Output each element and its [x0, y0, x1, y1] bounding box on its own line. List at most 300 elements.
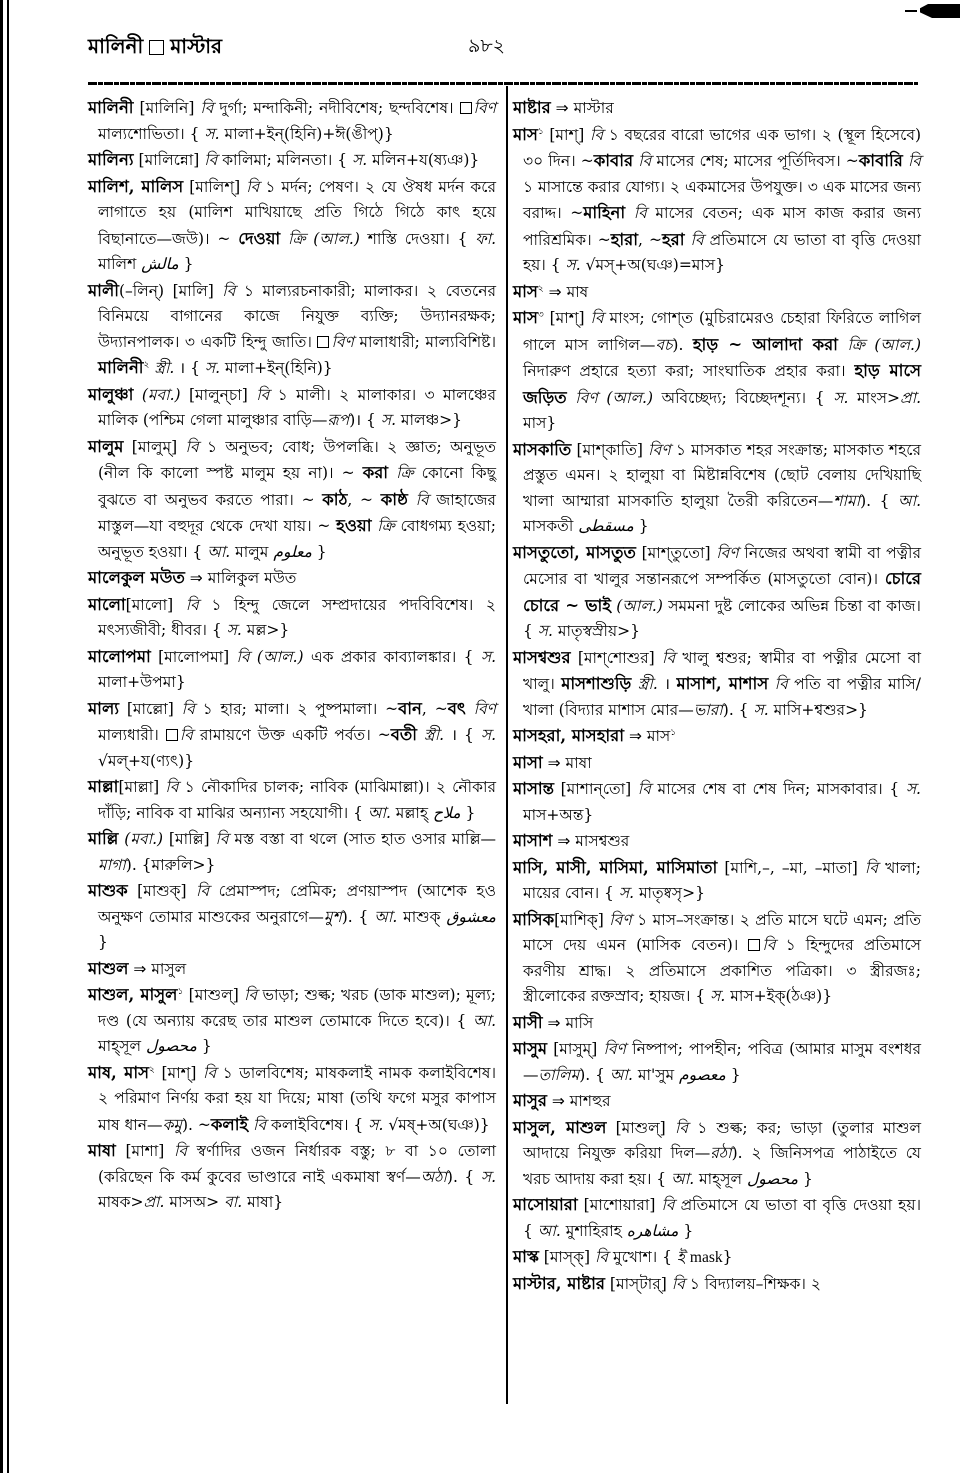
grammar-label: বিণ [331, 332, 354, 351]
grammar-label: বিণ (আল.) [575, 388, 654, 407]
grammar-label: বিণ [473, 99, 496, 117]
grammar-label: আ. [374, 907, 398, 926]
headword: মাহিনা [583, 203, 626, 222]
entry-text: [মাশ্‌শোশুর] [570, 648, 663, 667]
grammar-label: বা. [224, 1193, 243, 1211]
headword: বৎ [447, 698, 466, 718]
entry-text: মল্ল>} [241, 621, 290, 639]
headword: মাস [513, 281, 538, 301]
grammar-label: বি [774, 675, 788, 693]
dictionary-entry [513, 540, 921, 645]
entry-text: ১ ডালবিশেষ; মাষকলাই নামক কলাইবিশেষ। ২ পরিমাণ নির্ণয় করা হয় যা দিয়ে; মাষা (তথি ফগে মসুর কাপাস মাষ ধান— [98, 1063, 496, 1134]
headword: মাল্য [88, 698, 120, 718]
headword: হাড় ~ আলাদা করা [692, 334, 838, 354]
entry-text: মাহ্‌সূল [694, 1169, 748, 1188]
dictionary-entry [88, 878, 496, 956]
entry-text: মাস} [523, 414, 557, 432]
english-etymon: mask [689, 1249, 723, 1266]
grammar-label: শামা [833, 491, 861, 510]
entry-text: [মাল্লো] [119, 699, 182, 718]
headword: মাল্লা [88, 777, 119, 796]
dictionary-entry [513, 1010, 921, 1037]
dictionary-entry [513, 750, 921, 777]
square-separator-icon [149, 40, 164, 55]
entry-text: কালিমা; মলিনতা। { [217, 151, 353, 169]
cross-reference-arrow-icon: ⇒ [547, 1013, 561, 1032]
headword: করা [362, 463, 389, 482]
homonym-number: ৩ [537, 309, 544, 320]
entry-text: [মাশ্‌কাতি] [571, 440, 649, 459]
entry-text [388, 464, 396, 482]
entry-text: ১ অনুভব; বোধ; উপলব্ধি। ২ জ্ঞাত; অনুভূত (নীল কি কালো স্পষ্ট মালুম হয় না)। ~ [98, 437, 496, 482]
grammar-label: স. [204, 124, 220, 143]
entry-text: মাসুল [146, 959, 187, 978]
cross-reference-arrow-icon: ⇒ [555, 99, 569, 117]
dictionary-entry [513, 776, 921, 828]
grammar-label: মুশ [323, 907, 342, 926]
grammar-label: অঠা [420, 1167, 447, 1186]
entry-text: মাশুক্ [397, 907, 447, 926]
entry-text: মাসি+শ্বশুর>} [768, 700, 868, 719]
cross-reference-arrow-icon: ⇒ [189, 569, 203, 587]
grammar-label: আ. [472, 1011, 496, 1030]
entry-text [133, 386, 141, 404]
entry-text: মাতৃস্বস্রীয়>} [552, 622, 640, 640]
entry-text: ১ মাস–সংক্রান্ত। ২ প্রতি মাসে ঘটে এমন; প্রতি মাসে দেয় এমন (মাসিক বেতন)। [523, 910, 921, 954]
entry-text: প্রেমাস্পদ; প্রেমিক; প্রণয়াস্পদ (আশেক হও অনুক্ষণ তোমার মাশুকের অনুরাগে— [98, 882, 496, 926]
entry-text: মাস [641, 727, 671, 745]
headword: মালী [88, 280, 119, 300]
entry-text: } [197, 1037, 212, 1055]
grammar-label: বিণ [603, 1040, 626, 1058]
entry-text: মাসি [560, 1013, 594, 1032]
entry-text: কলাইবিশেষ। { [266, 1115, 369, 1134]
homonym-number: ১ [537, 126, 544, 137]
entry-text: ১ হিন্দুদের প্রতিমাসে করণীয় শ্রাদ্ধ। ২ প্রতিমাসে প্রকাশিত পত্রিকা। ৩ স্ত্রীরজঃ; স্ত্রীলোকের রক্তস্রাব; হায়জ। { [523, 936, 921, 1005]
entry-text [567, 389, 576, 407]
entry-text [625, 204, 634, 222]
grammar-label: বি [185, 595, 199, 614]
grammar-label: স. [753, 700, 769, 719]
dictionary-entry [88, 147, 496, 174]
arabic-etymon: محصول [747, 1169, 799, 1188]
headword: কাঠ [322, 489, 348, 509]
entry-text: [মাস্‌ক্] [538, 1248, 595, 1266]
grammar-label: স. [368, 1115, 384, 1134]
grammar-label: (আল.) [616, 596, 663, 615]
headword: মাসান্ত [513, 779, 555, 798]
entry-text: মুশাহিরাহ [560, 1221, 627, 1240]
dictionary-entry [513, 279, 921, 306]
entry-text: ). ২ জিনিসপত্র পাঠাইতে যে খরচ আদায় করা হয়। { [523, 1144, 921, 1188]
entry-text: প্রতিমাসে যে ভাতা বা বৃত্তি দেওয়া হয়। { [523, 1196, 921, 1240]
entry-text: মাল্যশোভিতা। { [98, 124, 205, 143]
square-marker-icon [748, 939, 760, 951]
arabic-etymon: معلوم [273, 542, 312, 561]
grammar-label: আ. [537, 1221, 561, 1240]
headword: হারা [610, 229, 639, 249]
entry-text: পতি বা পত্নীর মাসি/খালা (বিদ্যার মাশাস মোর— [523, 675, 921, 719]
grammar-label: বি [256, 385, 270, 404]
headword: মালুম [88, 436, 124, 456]
entry-text: [মাশি,–, –মা, –মাতা] [717, 858, 865, 877]
headword: মাসোয়ারা [513, 1195, 578, 1214]
homonym-number: ১ [670, 727, 677, 738]
entry-text: ). { [722, 700, 754, 719]
entry-text: ). { [341, 907, 375, 926]
dictionary-entry [513, 1192, 921, 1244]
header-rule [88, 82, 918, 85]
entry-text: অবিচ্ছেদ্য; বিচ্ছেদশূন্য। { [653, 388, 834, 407]
entry-text: [মালুম্] [123, 437, 186, 456]
grammar-label: আ. [367, 803, 391, 822]
entry-text: [মাল্লা] [118, 778, 166, 796]
entry-text: )। { [349, 411, 381, 429]
grammar-label: বি [674, 1118, 689, 1137]
entry-text: [মালিশ্] [183, 177, 247, 196]
grammar-label: বি [671, 1274, 685, 1293]
entry-text: মালিশ [98, 255, 142, 273]
entry-text: মস্ত বস্তা বা থলে (সাত হাত ওসার মাল্লি— [228, 830, 496, 848]
cross-reference-arrow-icon: ⇒ [547, 753, 561, 772]
headword: মাসাশ, মাশাস [676, 674, 769, 693]
entry-text: ১ বিদ্যালয়–শিক্ষক। ২ [684, 1274, 821, 1293]
grammar-label: বি [253, 1115, 267, 1134]
entry-text: এক প্রকার কাব্যালঙ্কার। { [303, 647, 481, 666]
arabic-etymon: مشاهره [626, 1221, 679, 1240]
grammar-label: বি [690, 230, 704, 249]
headword: মাস্ক [513, 1247, 539, 1266]
grammar-label: স্ত্রী. [154, 359, 175, 377]
entry-text: কোনো কিছু বুঝতে বা অনুভব করতে পারা। ~ [98, 464, 496, 509]
entry-text: মালুম [230, 542, 274, 561]
entry-text: মাস+ইক্(ঠঞ)} [725, 987, 833, 1005]
entry-text: মালা+উপমা} [98, 673, 186, 691]
headword: কাবার [593, 151, 634, 170]
entry-text: ১ হিন্দু জেলে সম্প্রদায়ের পদবিবিশেষ। ২ মৎস্যজীবী; ধীবর। { [98, 595, 496, 639]
entry-text: √মল্+য(ণ্যৎ)} [98, 751, 195, 770]
headword: হাড় মাসে জড়িত [523, 361, 921, 407]
grammar-label: স. [226, 621, 242, 639]
right-column [513, 95, 921, 1297]
grammar-label: ফা. [475, 229, 496, 248]
homonym-number: ২ [537, 283, 544, 294]
headword: বতী [390, 725, 418, 744]
entry-text: মাস+অন্ত} [523, 805, 594, 824]
grammar-label: বি [215, 830, 229, 848]
entry-text: জাহাজের মাস্তুল—যা বহুদূর থেকে দেখা যায়। ~ [98, 490, 496, 535]
entry-text: [মাসুম্] [547, 1040, 604, 1058]
headword: বান [398, 698, 422, 718]
entry-text: মাষক> [98, 1193, 144, 1211]
grammar-label: স. [618, 884, 635, 902]
headword: মাষা [88, 1141, 116, 1160]
entry-text: মাষা} [242, 1193, 284, 1211]
running-head [88, 32, 222, 65]
dictionary-entry [513, 855, 921, 907]
entry-text: । [657, 675, 677, 693]
entry-text: , ~ [347, 490, 381, 509]
grammar-label: বি [637, 780, 651, 798]
grammar-label: বি [179, 726, 193, 744]
scan-corner-mark [920, 4, 960, 18]
headword: মালো [88, 594, 126, 614]
grammar-label: বি [762, 936, 776, 954]
headword: মাসিক [513, 909, 555, 929]
entry-text: রামায়ণে উক্ত একটি পর্বত। ~ [192, 726, 391, 744]
grammar-label: বি [185, 437, 199, 456]
grammar-label: বিণ [473, 699, 496, 718]
grammar-label: তালিম [538, 1065, 580, 1084]
entry-text: [মাশ্] [543, 309, 591, 327]
entry-text: [মালুন্চা] [180, 385, 257, 404]
dictionary-entry [513, 1088, 921, 1115]
cross-reference-arrow-icon: ⇒ [133, 959, 147, 978]
entry-text: মাতৃষ্বসৃ>} [634, 884, 705, 902]
entry-text: খালা; মায়ের বোন। { [523, 858, 922, 902]
entry-text: মালিকুল মউত [202, 569, 297, 587]
column-divider [506, 86, 508, 1404]
dictionary-entry [88, 1138, 496, 1216]
headword: মালোপমা [88, 646, 151, 666]
arabic-etymon: مسقطى [578, 517, 634, 535]
grammar-label: বি [173, 1142, 188, 1160]
entry-text: ১ হার; মালা। ২ পুষ্পমালা। ~ [194, 699, 399, 718]
dictionary-entry [88, 956, 496, 983]
entry-text: মাসের বেতন; এক মাস কাজ করার জন্য পারিশ্রমিক। ~ [523, 204, 921, 249]
grammar-label: (মবা.) [141, 385, 181, 404]
entry-text: খালু শ্বশুর; স্বামীর বা পত্নীর মেসো বা খালু। [523, 648, 921, 693]
entry-text [417, 726, 424, 744]
grammar-label: ই [676, 1248, 685, 1266]
dictionary-entry [88, 592, 496, 644]
grammar-label: আ. [671, 1169, 695, 1188]
entry-text: ). { [579, 1065, 610, 1084]
dictionary-entry [513, 645, 921, 724]
entry-text: প্রতিমাসে যে ভাতা বা বৃত্তি দেওয়া হয়। { [523, 230, 922, 274]
grammar-label: বি [244, 986, 258, 1004]
homonym-number: ২ [143, 359, 150, 370]
square-marker-icon [166, 729, 178, 741]
arabic-etymon: ملاح [433, 803, 461, 822]
entry-text: [মালিনি] [133, 99, 201, 117]
entry-text: [মাশ্] [543, 125, 591, 144]
entry-text: ১ নৌকাদির চালক; নাবিক (মাঝিমাল্লা)। ২ নৌকার দাঁড়ি; নাবিক বা মাঝির অন্যান্য সহযোগী। { [98, 778, 496, 822]
entry-text: মালা+ইন্(হিনি)+ঈ(ঙীপ্)} [219, 124, 394, 143]
headword: হওয়া [336, 516, 372, 535]
grammar-label: বি [633, 204, 647, 222]
grammar-label: ক্রি [377, 517, 395, 535]
headword: কাবারি [858, 151, 903, 170]
grammar-label: ক্রি (আল.) [288, 229, 360, 248]
arabic-etymon: معصوم [679, 1065, 726, 1084]
grammar-label: বি [204, 151, 218, 169]
headword: মাসী [513, 1012, 543, 1032]
dictionary-entry [88, 278, 496, 382]
homonym-number: ২ [149, 1064, 155, 1075]
grammar-label: রঠা [710, 1144, 732, 1162]
entry-text: মল্লাহ্ [390, 803, 433, 822]
headword: মাশুক [88, 881, 128, 900]
entry-text: মাসঅ> [164, 1193, 225, 1211]
headword: মালিশ, মালিস [88, 176, 184, 196]
grammar-label: আ. [609, 1065, 633, 1084]
dictionary-entry [88, 95, 496, 147]
dictionary-entry [513, 95, 921, 122]
cross-reference-arrow-icon: ⇒ [551, 1092, 565, 1110]
headword: মাসুম [513, 1039, 548, 1058]
entry-text: মাল্যধারী। [98, 726, 166, 744]
headword: মাসশ্বশুর [513, 647, 571, 667]
headword: মাসতুতো, মাসতুত [513, 542, 636, 562]
grammar-label: স্ত্রী. [637, 675, 658, 693]
entry-text: মাষা [560, 753, 592, 772]
entry-text: মালঞ্চ>} [396, 411, 462, 429]
dictionary-entry [513, 122, 921, 279]
entry-text: [মাশ্‌তুতো] [635, 543, 717, 562]
grammar-label: প্রা. [900, 388, 922, 407]
entry-text: সমমনা দুষ্ট লোকের অভিন্ন চিন্তা বা কাজ। { [523, 596, 921, 640]
entry-text [408, 491, 416, 509]
entry-text: } [311, 542, 327, 561]
arabic-etymon: معشوق [446, 907, 496, 926]
entry-text: } [460, 803, 476, 822]
grammar-label: বি [661, 1196, 675, 1214]
entry-text: √মস্+অ(ঘঞ)=মাস} [580, 256, 726, 274]
grammar-label: বি [594, 1248, 609, 1266]
cross-reference-arrow-icon: ⇒ [548, 282, 562, 301]
dictionary-entry [513, 305, 921, 437]
grammar-label: বি [181, 699, 195, 718]
dictionary-entry [513, 1244, 921, 1271]
grammar-label: স. [480, 647, 496, 666]
headword: মাসুল, মাশুল [513, 1117, 607, 1137]
grammar-label: আ. [897, 491, 921, 510]
arabic-etymon: مالش [141, 255, 179, 273]
entry-text: [মাস্‌টার্] [604, 1274, 672, 1293]
grammar-label: বি [638, 152, 652, 170]
grammar-label: স. [537, 622, 553, 640]
entry-text: বোধগম্য হওয়া; অনুভূত হওয়া। { [98, 517, 496, 561]
dictionary-entry [88, 382, 496, 434]
dictionary-entry [88, 774, 496, 826]
headword: মাস্টার, মাষ্টার [513, 1273, 605, 1293]
headword: মালিন্য [88, 150, 134, 169]
grammar-label: স. [480, 1167, 496, 1186]
dictionary-entry [88, 434, 496, 566]
entry-text: । { [174, 359, 205, 377]
entry-text: } [798, 1169, 813, 1188]
grammar-label: স. [565, 256, 581, 274]
entry-text: নিদারুণ প্রহারে হত্যা করা; সাংঘাতিক প্রহার করা। [523, 362, 855, 380]
entry-text: দুর্গা; মন্দাকিনী; নদীবিশেষ; ছন্দবিশেষ। [213, 99, 460, 117]
grammar-label: বি [907, 152, 921, 170]
cross-reference-arrow-icon: ⇒ [628, 727, 642, 745]
entry-text [466, 700, 474, 718]
square-marker-icon [317, 336, 329, 348]
entry-text: মলিন+য(ষ্যঞ)} [367, 151, 480, 169]
entry-text: ভাড়া; শুল্ক; খরচ (ডাক মাশুল); মূল্য; দণ্ড (যে অন্যায় করেছ তার মাশুল তোমাকে দিতে হবে)। { [98, 986, 496, 1030]
dictionary-entry [513, 907, 921, 1010]
entry-text: শাস্তি দেওয়া। { [359, 229, 476, 248]
entry-text: ). ~ [181, 1115, 211, 1134]
entry-text: , ~ [638, 230, 662, 249]
entry-text: ১ মালী। ২ মালাকার। ৩ মালঞ্চের মালিক (পশ্চিম গেলা মালুঞ্চার বাড়ি— [98, 385, 496, 429]
dictionary-entry [88, 174, 496, 278]
entry-text: মাস্টার [568, 99, 614, 117]
entry-text: [মালিন্নো] [133, 151, 205, 169]
grammar-label: বি (আল.) [236, 647, 304, 666]
headword: মাসহরা, মাসহারা [513, 726, 625, 745]
grammar-label: বি [662, 648, 676, 667]
entry-text [280, 230, 288, 248]
entry-text: মাশহুর [564, 1092, 611, 1110]
headword: মাসাশ [513, 831, 553, 850]
entry-text: মা'সুম [632, 1065, 679, 1084]
grammar-label: ক্রি (আল.) [847, 335, 921, 354]
entry-text: [মাশান্‌তো] [554, 780, 638, 798]
entry-text: মালাধারী; মাল্যবিশিষ্ট। [353, 332, 497, 351]
grammar-label: বিণ [716, 543, 739, 562]
grammar-label: বি [165, 778, 179, 796]
grammar-label: কমু [162, 1115, 182, 1134]
grammar-label: রূপ [327, 411, 350, 429]
page-number: ৯৮২ [468, 35, 506, 57]
entry-text: ১ শুল্ক; কর; ভাড়া (তুলার মাশুল আদায়ে নিযুক্ত করিয়া দিল— [523, 1118, 921, 1162]
scan-corner-tick [905, 10, 917, 12]
headword: মাশুল, মাসুল [88, 985, 178, 1004]
headword: মাল্লি [88, 829, 119, 848]
entry-text: , ~ [421, 699, 448, 718]
grammar-label: স. [380, 411, 396, 429]
dictionary-entry [513, 1271, 921, 1298]
grammar-label: বি [196, 882, 210, 900]
dictionary-entry [513, 723, 921, 750]
entry-text: [মালোপমা] [150, 647, 237, 666]
grammar-label: বি [246, 177, 260, 196]
cross-reference-arrow-icon: ⇒ [557, 832, 571, 850]
headword: মাসুর [513, 1091, 547, 1110]
entry-text: [মাশুক্] [127, 882, 197, 900]
grammar-label: মাগা [98, 855, 126, 874]
square-marker-icon [460, 102, 472, 114]
grammar-label: বিণ [609, 910, 632, 929]
grammar-label: বি [864, 858, 878, 877]
headword: দেওয়া [238, 228, 281, 248]
entry-text: ). [672, 335, 693, 354]
headword: কাষ্ঠ [380, 489, 408, 509]
entry-text: । { [444, 726, 481, 744]
entry-text: ১ মাসকাত শহর সংক্রান্ত; মাসকাত শহরে প্রস্তুত এমন। ২ হালুয়া বা মিষ্টান্নবিশেষ (ছোট বেলায় দেখিয়াছি খালা আম্মারা মাসকাতি হালুয়া তৈরী করিতেন— [523, 440, 921, 510]
entry-text: [মাশ্] [154, 1063, 204, 1082]
entry-text: মুখোশ। { [608, 1248, 677, 1266]
grammar-label: স. [833, 388, 849, 407]
grammar-label: আ. [207, 542, 231, 561]
dictionary-entry [513, 1036, 921, 1088]
entry-text: মাসকতী [523, 517, 579, 535]
entry-text: ১ বছরের বারো ভাগের এক ভাগ। ২ (স্থূল হিসেবে) ৩০ দিন। ~ [523, 125, 922, 170]
dictionary-entry [88, 565, 496, 592]
headword: মাসি, মাসী, মাসিমা, মাসিমাতা [513, 857, 718, 877]
grammar-label: (মবা.) [124, 830, 164, 848]
entry-text: ). {মারুলি>} [125, 855, 216, 874]
headword: মাষ, মাস [88, 1062, 150, 1082]
dictionary-entry [513, 828, 921, 855]
grammar-label: স. [480, 726, 496, 744]
entry-text: } [678, 1221, 694, 1240]
entry-text: নিজের অথবা স্বামী বা পত্নীর মেসোর বা খালুর সন্তানরূপে সম্পর্কিত (মাসতুতো বোন)। [523, 543, 922, 588]
entry-text: মাহ্‌সূল [98, 1037, 146, 1055]
